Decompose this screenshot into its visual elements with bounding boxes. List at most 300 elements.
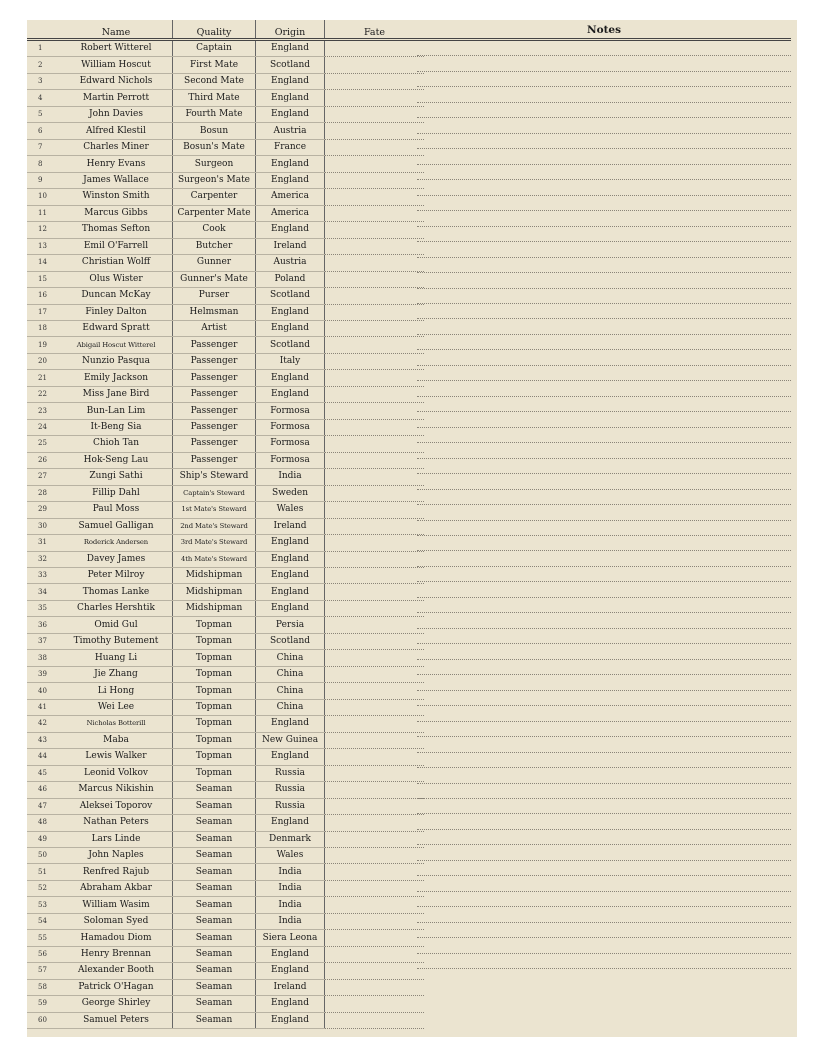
crew-fate-cell[interactable] [325, 864, 425, 880]
crew-name: Samuel Peters [60, 1012, 173, 1028]
crew-row [27, 551, 424, 567]
crew-name: Zungi Sathi [60, 469, 173, 485]
crew-fate-cell[interactable] [325, 568, 425, 584]
crew-row [27, 798, 424, 814]
note-line[interactable] [417, 892, 791, 907]
crew-row [27, 963, 424, 979]
crew-fate-cell[interactable] [325, 963, 425, 979]
crew-quality: Carpenter Mate [173, 205, 256, 221]
crew-row [27, 996, 424, 1012]
crew-origin: Formosa [256, 403, 325, 419]
number-header [27, 20, 60, 40]
crew-quality: Bosun [173, 123, 256, 139]
crew-origin: China [256, 699, 325, 715]
crew-row [27, 666, 424, 682]
crew-fate-cell[interactable] [325, 996, 425, 1012]
notes-lines [417, 41, 791, 969]
note-line[interactable] [417, 830, 791, 845]
crew-quality: Midshipman [173, 600, 256, 616]
crew-row [27, 831, 424, 847]
crew-number: 46 [27, 782, 60, 798]
crew-number: 40 [27, 683, 60, 699]
crew-row [27, 749, 424, 765]
note-line[interactable] [417, 56, 791, 71]
crew-fate-cell[interactable] [325, 897, 425, 913]
crew-fate-cell[interactable] [325, 716, 425, 732]
crew-quality: Passenger [173, 337, 256, 353]
crew-number: 33 [27, 568, 60, 584]
crew-row [27, 699, 424, 715]
crew-number: 54 [27, 913, 60, 929]
note-line[interactable] [417, 149, 791, 164]
crew-name: Davey James [60, 551, 173, 567]
crew-number: 57 [27, 963, 60, 979]
crew-row [27, 90, 424, 106]
crew-origin: China [256, 666, 325, 682]
crew-fate-cell[interactable] [325, 304, 425, 320]
crew-quality: Bosun's Mate [173, 139, 256, 155]
crew-fate-cell[interactable] [325, 946, 425, 962]
crew-origin: Austria [256, 255, 325, 271]
crew-origin: India [256, 897, 325, 913]
crew-name: James Wallace [60, 172, 173, 188]
crew-name: Christian Wolff [60, 255, 173, 271]
crew-fate-cell[interactable] [325, 979, 425, 995]
crew-row [27, 880, 424, 896]
crew-fate-cell[interactable] [325, 386, 425, 402]
crew-quality: Cook [173, 222, 256, 238]
crew-fate-cell[interactable] [325, 485, 425, 501]
crew-name: George Shirley [60, 996, 173, 1012]
crew-name: Nathan Peters [60, 815, 173, 831]
crew-origin: America [256, 205, 325, 221]
note-line[interactable] [417, 180, 791, 195]
crew-row [27, 106, 424, 122]
crew-name: Renfred Rajub [60, 864, 173, 880]
note-line[interactable] [417, 722, 791, 737]
crew-fate-cell[interactable] [325, 320, 425, 336]
note-line[interactable] [417, 428, 791, 443]
crew-fate-cell[interactable] [325, 370, 425, 386]
crew-name: Paul Moss [60, 502, 173, 518]
crew-number: 1 [27, 40, 60, 57]
crew-row [27, 946, 424, 962]
crew-number: 43 [27, 732, 60, 748]
note-line[interactable] [417, 443, 791, 458]
crew-fate-cell[interactable] [325, 1012, 425, 1028]
note-line[interactable] [417, 551, 791, 566]
crew-quality: Helmsman [173, 304, 256, 320]
crew-fate-cell[interactable] [325, 518, 425, 534]
crew-name: Charles Miner [60, 139, 173, 155]
crew-fate-cell[interactable] [325, 40, 425, 57]
note-line[interactable] [417, 799, 791, 814]
crew-fate-cell[interactable] [325, 600, 425, 616]
note-line[interactable] [417, 196, 791, 211]
crew-fate-cell[interactable] [325, 683, 425, 699]
crew-fate-cell[interactable] [325, 271, 425, 287]
crew-quality: Topman [173, 633, 256, 649]
crew-number: 2 [27, 57, 60, 73]
crew-row [27, 320, 424, 336]
crew-number: 26 [27, 452, 60, 468]
crew-origin: India [256, 469, 325, 485]
crew-fate-cell[interactable] [325, 403, 425, 419]
crew-row [27, 304, 424, 320]
crew-number: 25 [27, 436, 60, 452]
note-line[interactable] [417, 954, 791, 969]
crew-name: Timothy Butement [60, 633, 173, 649]
crew-origin: England [256, 40, 325, 57]
crew-origin: Siera Leona [256, 930, 325, 946]
crew-name: William Hoscut [60, 57, 173, 73]
crew-quality: First Mate [173, 57, 256, 73]
crew-number: 9 [27, 172, 60, 188]
crew-quality: Third Mate [173, 90, 256, 106]
crew-number: 55 [27, 930, 60, 946]
crew-name: Charles Hershtik [60, 600, 173, 616]
note-line[interactable] [417, 242, 791, 257]
crew-origin: England [256, 749, 325, 765]
crew-number: 8 [27, 156, 60, 172]
crew-origin: Denmark [256, 831, 325, 847]
crew-number: 45 [27, 765, 60, 781]
crew-quality: Seaman [173, 897, 256, 913]
note-line[interactable] [417, 675, 791, 690]
crew-fate-cell[interactable] [325, 189, 425, 205]
crew-row [27, 518, 424, 534]
crew-name: Huang Li [60, 650, 173, 666]
note-line[interactable] [417, 258, 791, 273]
crew-name: Henry Evans [60, 156, 173, 172]
note-line[interactable] [417, 521, 791, 536]
crew-fate-cell[interactable] [325, 469, 425, 485]
note-line[interactable] [417, 87, 791, 102]
crew-origin: England [256, 156, 325, 172]
crew-fate-cell[interactable] [325, 913, 425, 929]
note-line[interactable] [417, 335, 791, 350]
crew-row [27, 353, 424, 369]
crew-quality: Topman [173, 732, 256, 748]
crew-fate-cell[interactable] [325, 90, 425, 106]
crew-fate-cell[interactable] [325, 930, 425, 946]
crew-fate-cell[interactable] [325, 172, 425, 188]
crew-fate-cell[interactable] [325, 732, 425, 748]
crew-row [27, 436, 424, 452]
roster-header-row [27, 20, 424, 40]
crew-row [27, 502, 424, 518]
note-line[interactable] [417, 72, 791, 87]
crew-name: Lars Linde [60, 831, 173, 847]
note-line[interactable] [417, 366, 791, 381]
crew-number: 27 [27, 469, 60, 485]
crew-row [27, 815, 424, 831]
crew-quality: Topman [173, 699, 256, 715]
note-line[interactable] [417, 474, 791, 489]
crew-row [27, 847, 424, 863]
crew-origin: Persia [256, 617, 325, 633]
crew-fate-cell[interactable] [325, 831, 425, 847]
note-line[interactable] [417, 753, 791, 768]
crew-quality: Seaman [173, 880, 256, 896]
note-line[interactable] [417, 613, 791, 628]
crew-row [27, 913, 424, 929]
crew-number: 20 [27, 353, 60, 369]
note-line[interactable] [417, 938, 791, 953]
crew-origin: England [256, 1012, 325, 1028]
crew-fate-cell[interactable] [325, 798, 425, 814]
crew-number: 51 [27, 864, 60, 880]
note-line[interactable] [417, 289, 791, 304]
crew-name: Peter Milroy [60, 568, 173, 584]
crew-row [27, 156, 424, 172]
crew-fate-cell[interactable] [325, 222, 425, 238]
crew-row [27, 650, 424, 666]
crew-number: 12 [27, 222, 60, 238]
crew-fate-cell[interactable] [325, 699, 425, 715]
crew-quality: Seaman [173, 930, 256, 946]
crew-fate-cell[interactable] [325, 288, 425, 304]
crew-row [27, 255, 424, 271]
crew-roster-table [27, 20, 424, 1029]
crew-number: 6 [27, 123, 60, 139]
crew-origin: Formosa [256, 452, 325, 468]
crew-name: Edward Nichols [60, 73, 173, 89]
crew-fate-cell[interactable] [325, 123, 425, 139]
crew-origin: England [256, 584, 325, 600]
note-line[interactable] [417, 706, 791, 721]
crew-name: Emil O'Farrell [60, 238, 173, 254]
crew-name: Winston Smith [60, 189, 173, 205]
crew-number: 32 [27, 551, 60, 567]
crew-row [27, 419, 424, 435]
crew-row [27, 222, 424, 238]
note-line[interactable] [417, 567, 791, 582]
note-line[interactable] [417, 505, 791, 520]
crew-fate-cell[interactable] [325, 880, 425, 896]
note-line[interactable] [417, 134, 791, 149]
crew-fate-cell[interactable] [325, 765, 425, 781]
crew-origin: England [256, 946, 325, 962]
origin-header: Origin [256, 20, 325, 40]
crew-row [27, 189, 424, 205]
crew-quality: Seaman [173, 979, 256, 995]
crew-quality: Passenger [173, 403, 256, 419]
note-line[interactable] [417, 907, 791, 922]
note-line[interactable] [417, 412, 791, 427]
crew-quality: Seaman [173, 815, 256, 831]
crew-row [27, 172, 424, 188]
crew-name: Fillip Dahl [60, 485, 173, 501]
note-line[interactable] [417, 598, 791, 613]
crew-fate-cell[interactable] [325, 551, 425, 567]
note-line[interactable] [417, 381, 791, 396]
crew-quality: Seaman [173, 946, 256, 962]
note-line[interactable] [417, 536, 791, 551]
crew-quality: Seaman [173, 913, 256, 929]
crew-fate-cell[interactable] [325, 419, 425, 435]
crew-name: Edward Spratt [60, 320, 173, 336]
crew-number: 41 [27, 699, 60, 715]
crew-name: Hamadou Diom [60, 930, 173, 946]
crew-fate-cell[interactable] [325, 749, 425, 765]
crew-row [27, 633, 424, 649]
note-line[interactable] [417, 582, 791, 597]
crew-origin: England [256, 963, 325, 979]
note-line[interactable] [417, 459, 791, 474]
crew-number: 22 [27, 386, 60, 402]
crew-origin: Formosa [256, 436, 325, 452]
crew-row [27, 485, 424, 501]
note-line[interactable] [417, 845, 791, 860]
crew-quality: Midshipman [173, 568, 256, 584]
crew-number: 58 [27, 979, 60, 995]
crew-quality: 4th Mate's Steward [173, 551, 256, 567]
crew-quality: Seaman [173, 1012, 256, 1028]
crew-origin: Russia [256, 782, 325, 798]
quality-header: Quality [173, 20, 256, 40]
crew-origin: England [256, 716, 325, 732]
crew-fate-cell[interactable] [325, 782, 425, 798]
crew-name: Maba [60, 732, 173, 748]
crew-quality: Purser [173, 288, 256, 304]
crew-row [27, 782, 424, 798]
crew-quality: Topman [173, 683, 256, 699]
crew-number: 50 [27, 847, 60, 863]
crew-name: Nicholas Botterill [60, 716, 173, 732]
note-line[interactable] [417, 861, 791, 876]
crew-quality: 2nd Mate's Steward [173, 518, 256, 534]
crew-origin: France [256, 139, 325, 155]
crew-fate-cell[interactable] [325, 502, 425, 518]
note-line[interactable] [417, 737, 791, 752]
crew-number: 52 [27, 880, 60, 896]
note-line[interactable] [417, 118, 791, 133]
note-line[interactable] [417, 784, 791, 799]
note-line[interactable] [417, 768, 791, 783]
crew-origin: England [256, 73, 325, 89]
crew-name: Henry Brennan [60, 946, 173, 962]
crew-fate-cell[interactable] [325, 815, 425, 831]
note-line[interactable] [417, 211, 791, 226]
crew-name: Marcus Nikishin [60, 782, 173, 798]
crew-number: 18 [27, 320, 60, 336]
crew-origin: Ireland [256, 518, 325, 534]
crew-number: 48 [27, 815, 60, 831]
crew-name: Emily Jackson [60, 370, 173, 386]
crew-fate-cell[interactable] [325, 337, 425, 353]
crew-name: Martin Perrott [60, 90, 173, 106]
crew-fate-cell[interactable] [325, 353, 425, 369]
crew-fate-cell[interactable] [325, 238, 425, 254]
crew-row [27, 73, 424, 89]
crew-fate-cell[interactable] [325, 73, 425, 89]
crew-name: Omid Gul [60, 617, 173, 633]
crew-fate-cell[interactable] [325, 436, 425, 452]
note-line[interactable] [417, 691, 791, 706]
crew-quality: Second Mate [173, 73, 256, 89]
crew-name: Thomas Lanke [60, 584, 173, 600]
crew-name: Leonid Volkov [60, 765, 173, 781]
crew-fate-cell[interactable] [325, 255, 425, 271]
crew-name: Robert Witterel [60, 40, 173, 57]
crew-row [27, 57, 424, 73]
crew-fate-cell[interactable] [325, 139, 425, 155]
crew-fate-cell[interactable] [325, 650, 425, 666]
crew-number: 3 [27, 73, 60, 89]
crew-origin: England [256, 815, 325, 831]
crew-fate-cell[interactable] [325, 666, 425, 682]
crew-row [27, 123, 424, 139]
crew-fate-cell[interactable] [325, 452, 425, 468]
note-line[interactable] [417, 397, 791, 412]
crew-row [27, 139, 424, 155]
note-line[interactable] [417, 350, 791, 365]
note-line[interactable] [417, 227, 791, 242]
crew-number: 29 [27, 502, 60, 518]
crew-number: 37 [27, 633, 60, 649]
crew-quality: Gunner's Mate [173, 271, 256, 287]
crew-origin: India [256, 864, 325, 880]
crew-quality: Passenger [173, 452, 256, 468]
crew-origin: Scotland [256, 288, 325, 304]
crew-origin: England [256, 106, 325, 122]
note-line[interactable] [417, 644, 791, 659]
crew-quality: Fourth Mate [173, 106, 256, 122]
note-line[interactable] [417, 319, 791, 334]
crew-fate-cell[interactable] [325, 617, 425, 633]
crew-name: Jie Zhang [60, 666, 173, 682]
note-line[interactable] [417, 41, 791, 56]
note-line[interactable] [417, 629, 791, 644]
note-line[interactable] [417, 304, 791, 319]
crew-name: Marcus Gibbs [60, 205, 173, 221]
crew-number: 53 [27, 897, 60, 913]
crew-quality: Seaman [173, 798, 256, 814]
crew-fate-cell[interactable] [325, 156, 425, 172]
crew-fate-cell[interactable] [325, 535, 425, 551]
crew-number: 17 [27, 304, 60, 320]
crew-quality: Gunner [173, 255, 256, 271]
note-line[interactable] [417, 165, 791, 180]
crew-quality: Passenger [173, 353, 256, 369]
note-line[interactable] [417, 490, 791, 505]
crew-fate-cell[interactable] [325, 57, 425, 73]
crew-fate-cell[interactable] [325, 584, 425, 600]
note-line[interactable] [417, 273, 791, 288]
crew-origin: Formosa [256, 419, 325, 435]
crew-row [27, 238, 424, 254]
crew-origin: India [256, 913, 325, 929]
crew-fate-cell[interactable] [325, 847, 425, 863]
crew-fate-cell[interactable] [325, 106, 425, 122]
note-line[interactable] [417, 103, 791, 118]
crew-quality: Midshipman [173, 584, 256, 600]
note-line[interactable] [417, 814, 791, 829]
crew-origin: England [256, 535, 325, 551]
crew-number: 16 [27, 288, 60, 304]
crew-number: 36 [27, 617, 60, 633]
crew-fate-cell[interactable] [325, 205, 425, 221]
note-line[interactable] [417, 876, 791, 891]
crew-quality: Seaman [173, 864, 256, 880]
crew-fate-cell[interactable] [325, 633, 425, 649]
crew-quality: Captain [173, 40, 256, 57]
crew-origin: China [256, 683, 325, 699]
note-line[interactable] [417, 923, 791, 938]
crew-origin: Italy [256, 353, 325, 369]
note-line[interactable] [417, 660, 791, 675]
